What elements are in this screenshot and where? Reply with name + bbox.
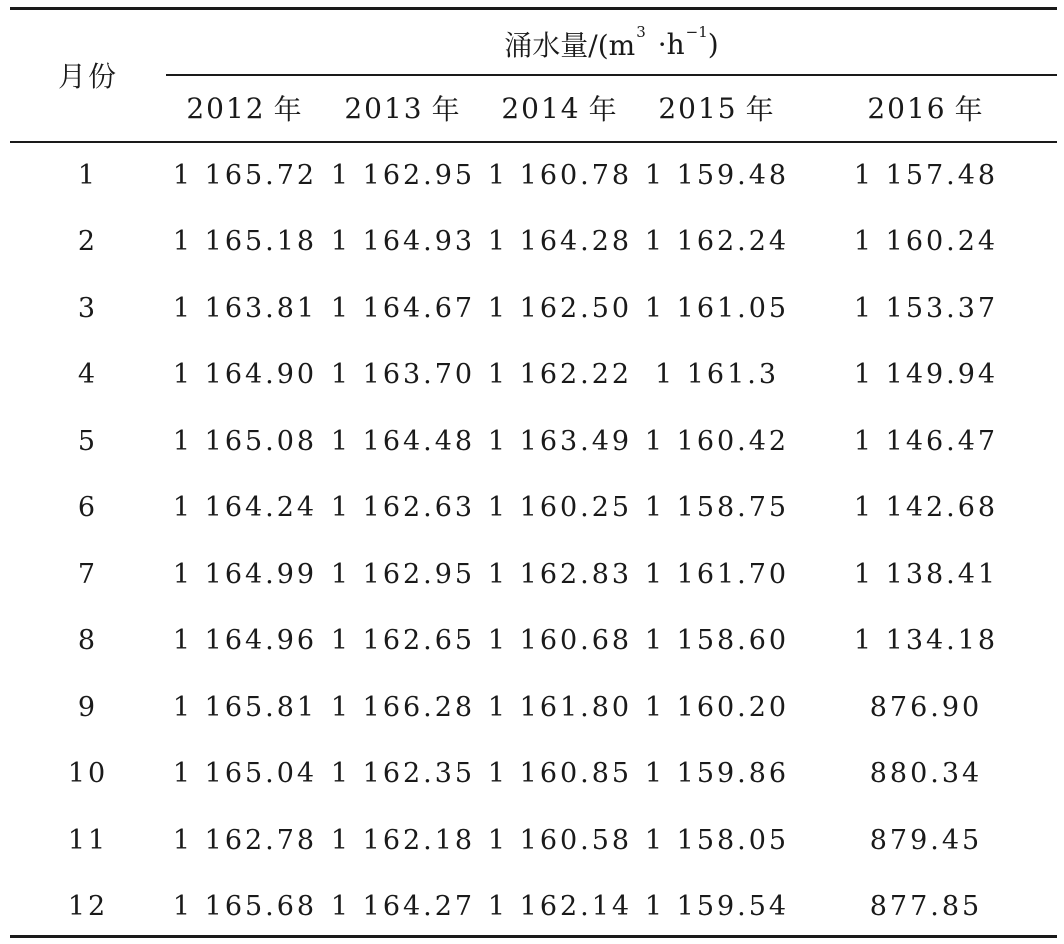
value-cell-2014: 1 160.68: [487, 625, 633, 657]
value-cell-2013: 1 162.63: [330, 492, 476, 524]
month-cell: 11: [67, 824, 109, 856]
month-cell: 12: [67, 891, 109, 923]
value-cell-2015: 1 162.24: [644, 226, 790, 258]
year-value: 2014: [501, 91, 581, 125]
year-header-2013: [328, 80, 478, 136]
value-cell-2016: 1 146.47: [853, 425, 999, 457]
value-cell-2013: 1 162.95: [330, 558, 476, 590]
value-cell-2014: 1 160.25: [487, 492, 633, 524]
value-cell-2012: 1 164.24: [172, 492, 318, 524]
month-column-header: 月份: [57, 60, 118, 93]
year-unit: 年: [745, 93, 776, 126]
value-cell-2015: 1 161.05: [644, 292, 790, 324]
value-cell-2013: 1 162.35: [330, 758, 476, 790]
value-cell-2012: 1 165.18: [172, 226, 318, 258]
value-cell-2014: 1 163.49: [487, 425, 633, 457]
value-cell-2015: 1 159.86: [644, 758, 790, 790]
value-cell-2012: 1 165.72: [172, 159, 318, 191]
value-cell-2012: 1 164.90: [172, 359, 318, 391]
value-cell-2015: 1 161.3: [654, 359, 780, 391]
value-cell-2013: 1 164.27: [330, 891, 476, 923]
value-cell-2015: 1 159.54: [644, 891, 790, 923]
value-cell-2013: 1 164.93: [330, 226, 476, 258]
value-cell-2015: 1 159.48: [644, 159, 790, 191]
value-cell-2016: 1 138.41: [853, 558, 999, 590]
value-cell-2015: 1 158.05: [644, 824, 790, 856]
value-cell-2016: 1 142.68: [853, 492, 999, 524]
value-cell-2015: 1 160.20: [644, 691, 790, 723]
value-cell-2013: 1 163.70: [330, 359, 476, 391]
value-cell-2015: 1 158.60: [644, 625, 790, 657]
value-cell-2016: 877.85: [869, 891, 983, 923]
value-cell-2016: 1 153.37: [853, 292, 999, 324]
value-cell-2016: 1 160.24: [853, 226, 999, 258]
value-cell-2016: 1 134.18: [853, 625, 999, 657]
value-cell-2012: 1 165.81: [172, 691, 318, 723]
value-cell-2016: 880.34: [869, 758, 983, 790]
month-cell: 8: [77, 625, 99, 657]
year-unit: 年: [431, 93, 462, 126]
year-unit: 年: [954, 93, 985, 126]
year-value: 2015: [658, 91, 738, 125]
value-cell-2016: 876.90: [869, 691, 983, 723]
year-header-2012: [170, 80, 320, 136]
month-cell: 5: [77, 425, 99, 457]
month-cell: 7: [77, 558, 99, 590]
value-cell-2014: 1 160.78: [487, 159, 633, 191]
value-cell-2016: 879.45: [869, 824, 983, 856]
value-cell-2013: 1 166.28: [330, 691, 476, 723]
header-text-close: ): [707, 27, 719, 61]
year-value: 2016: [867, 91, 947, 125]
year-unit: 年: [588, 93, 619, 126]
header-text: 涌水量/(m: [504, 29, 636, 62]
value-cell-2013: 1 162.18: [330, 824, 476, 856]
value-cell-2014: 1 162.83: [487, 558, 633, 590]
value-cell-2012: 1 162.78: [172, 824, 318, 856]
value-cell-2012: 1 163.81: [172, 292, 318, 324]
value-cell-2014: 1 160.58: [487, 824, 633, 856]
header-superscript-minus-1: −1: [685, 23, 708, 41]
month-cell: 6: [77, 492, 99, 524]
month-cell: 10: [67, 758, 109, 790]
year-value: 2012: [186, 91, 266, 125]
month-cell: 3: [77, 292, 99, 324]
value-cell-2013: 1 162.65: [330, 625, 476, 657]
value-cell-2015: 1 160.42: [644, 425, 790, 457]
year-header-2015: [642, 80, 792, 136]
header-text-mid: ·h: [657, 27, 685, 61]
value-cell-2014: 1 164.28: [487, 226, 633, 258]
group-header-rule: [166, 74, 1057, 76]
value-cell-2013: 1 164.67: [330, 292, 476, 324]
month-cell: 1: [77, 159, 99, 191]
value-cell-2016: 1 149.94: [853, 359, 999, 391]
value-cell-2014: 1 162.14: [487, 891, 633, 923]
value-cell-2015: 1 158.75: [644, 492, 790, 524]
table-top-rule: [10, 7, 1057, 10]
value-cell-2014: 1 160.85: [487, 758, 633, 790]
value-cell-2015: 1 161.70: [644, 558, 790, 590]
value-cell-2012: 1 165.04: [172, 758, 318, 790]
value-cell-2012: 1 165.68: [172, 891, 318, 923]
year-header-2014: [485, 80, 635, 136]
value-cell-2012: 1 164.99: [172, 558, 318, 590]
header-superscript-3: 3: [636, 23, 646, 41]
month-cell: 9: [77, 691, 99, 723]
value-cell-2014: 1 162.22: [487, 359, 633, 391]
value-cell-2012: 1 164.96: [172, 625, 318, 657]
value-cell-2014: 1 161.80: [487, 691, 633, 723]
water-inflow-header: [166, 18, 1057, 70]
value-cell-2016: 1 157.48: [853, 159, 999, 191]
value-cell-2012: 1 165.08: [172, 425, 318, 457]
year-value: 2013: [344, 91, 424, 125]
year-header-2016: [826, 80, 1026, 136]
month-cell: 2: [77, 226, 99, 258]
value-cell-2014: 1 162.50: [487, 292, 633, 324]
month-cell: 4: [77, 359, 99, 391]
year-unit: 年: [273, 93, 304, 126]
value-cell-2013: 1 164.48: [330, 425, 476, 457]
value-cell-2013: 1 162.95: [330, 159, 476, 191]
